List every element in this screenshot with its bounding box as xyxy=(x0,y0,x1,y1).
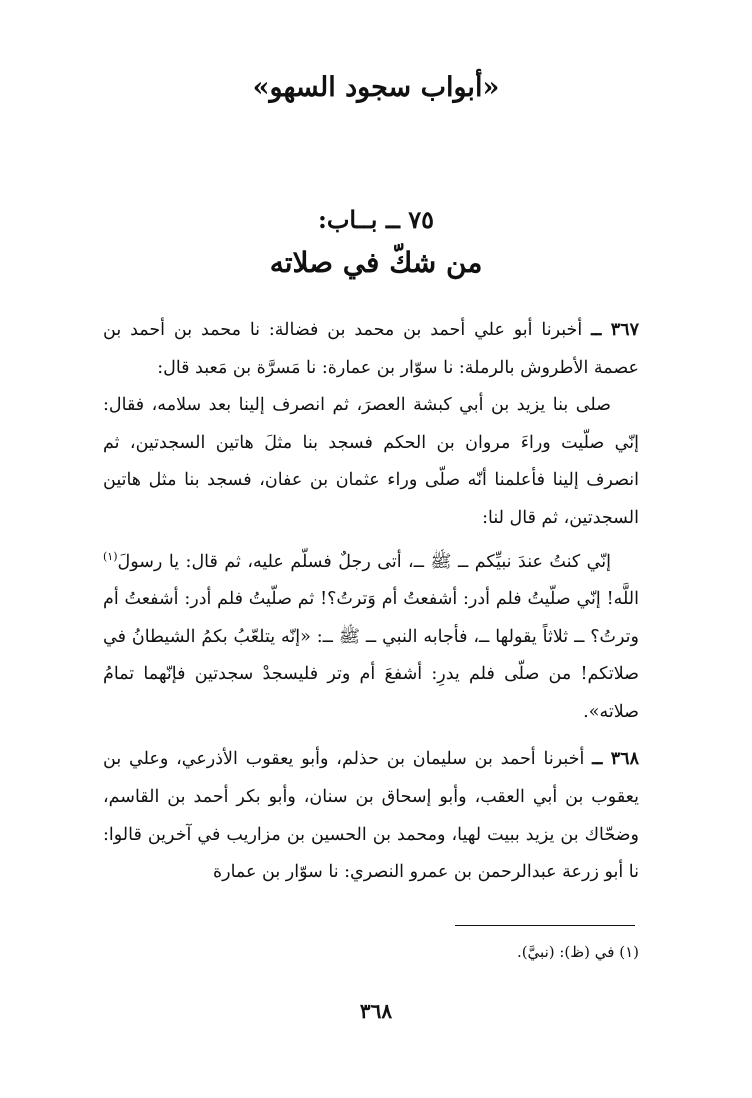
hadith-number: ٣٦٧ ــ xyxy=(591,320,639,340)
hadith-text: أخبرنا أحمد بن سليمان بن حذلم، وأبو يعقوب الأذرعي، وعلي بن يعقوب بن أبي العقب، وأبو إسحاق بن سنان، وأبو بكر أحمد بن القاسم، وضحّاك بن يزيد ببيت لهيا، ومحمد بن الحسين بن مزاريب في آخرين قالوا: نا أبو زرعة عبدالرحمن بن عمرو النصري: نا سوّار بن عمارة xyxy=(103,749,639,883)
hadith-367-paragraph-1: صلى بنا يزيد بن أبي كبشة العصرَ، ثم انصرف إلينا بعد سلامه، فقال: إنّي صلّيت وراءَ مروان بن الحكم فسجد بنا مثلَ هاتين السجدتين، ثم انصرف إلينا فأعلمنا أنّه صلّى وراء عثمان بن عفان، فسجد بنا مثل هاتين السجدتين، ثم قال لنا: xyxy=(103,395,639,528)
footnote-divider xyxy=(455,925,635,926)
page-number: ٣٦٨ xyxy=(359,999,393,1023)
body-text xyxy=(103,312,639,892)
section-title: من شكّ في صلاته xyxy=(269,246,483,279)
paragraph-text: اللَّه! إنّي صلّيتُ فلم أدر: أشفعتُ أم وَترتُ؟! ثم صلّيتُ فلم أدر: أشفعتُ أم وترتُ؟ ــ ثلاثاً يقولها ــ، فأجابه النبي ــ ﷺ ــ: «إنّه يتلعّبُ بكمُ الشيطانُ في صلاتكم! من صلّى فلم يدرِ: أشفعَ أم وتر فليسجدْ سجدتين فإنّهما تمامُ صلاته». xyxy=(103,588,639,722)
hadith-367-paragraph-2 xyxy=(103,538,639,732)
hadith-number: ٣٦٨ ــ xyxy=(592,749,639,770)
section-number: ٧٥ ــ بــاب: xyxy=(317,205,435,234)
hadith-368 xyxy=(103,741,639,891)
running-head: «أبواب سجود السهو» xyxy=(252,72,500,103)
paragraph-text: إنّي كنتُ عندَ نبيِّكم ــ ﷺ ــ، أتى رجلٌ فسلّم عليه، ثم قال: يا رسولَ xyxy=(117,551,611,572)
footnote-reference[interactable]: (١) xyxy=(103,549,118,563)
hadith-367-isnad xyxy=(103,312,639,387)
isnad-text: أخبرنا أبو علي أحمد بن محمد بن فضالة: نا محمد بن أحمد بن عصمة الأطروش بالرملة: نا سوّار بن عمارة: نا مَسرَّة بن مَعبد قال: xyxy=(103,320,639,378)
footnote: (١) في (ظ): (نبيَّ). xyxy=(516,943,639,961)
